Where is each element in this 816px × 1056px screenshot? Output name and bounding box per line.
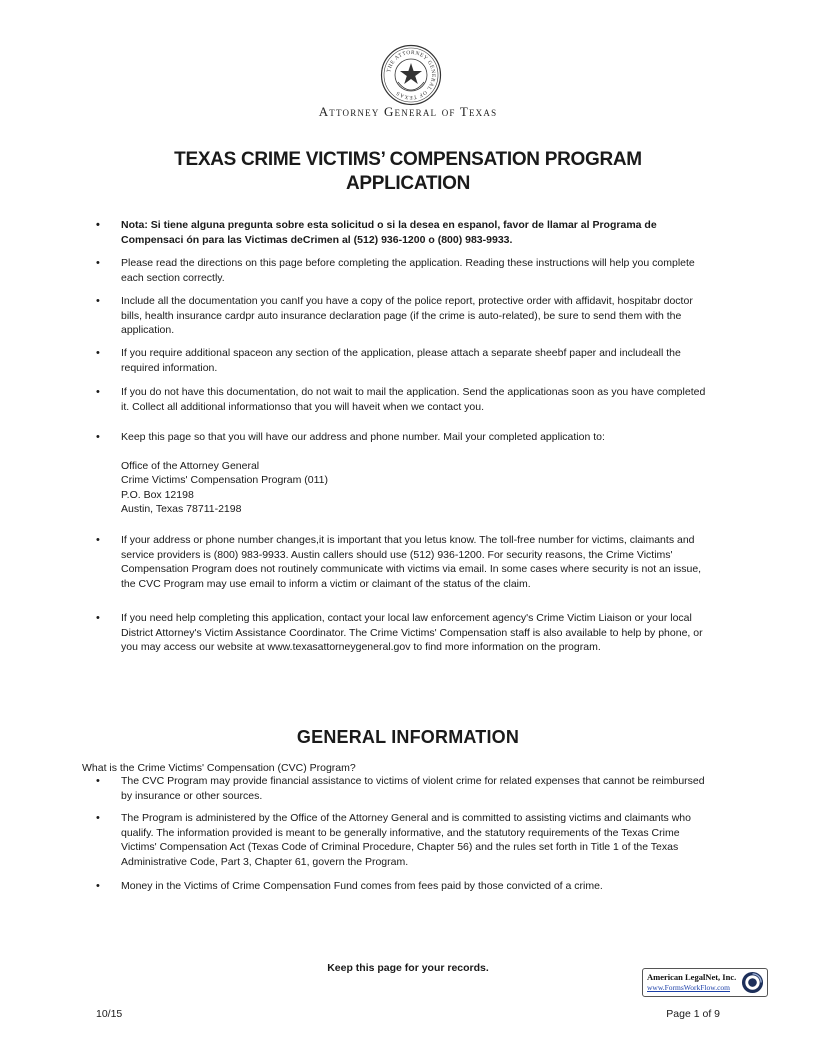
instructions-list — [96, 218, 716, 247]
instructions-list — [96, 385, 716, 414]
general-information-heading: GENERAL INFORMATION — [296, 727, 520, 747]
instruction-item: • If you need help completing this application, contact your local law enforcement agency's Crime Victim Liaison or your local District Attorney's Victim Assistance Coordinator. The Crime Victims' Compensation staff is also available to help by phone, or you may access our website at www.texasattorneygeneral.gov to find more information on the program. — [96, 611, 716, 655]
page-title — [0, 148, 816, 196]
mailing-address — [121, 459, 716, 517]
general-info-item: • Money in the Victims of Crime Compensation Fund comes from fees paid by those convicted of a crime. — [96, 879, 716, 894]
instruction-item: • If your address or phone number changes,it is important that you letus know. The toll-free number for victims, claimants and service providers is (800) 983-9933. Austin callers should use (512) 936-1200. For security reasons, the Crime Victims' Compensation Program does not routinely communicate with victims via email. In some cases where security is not an issue, the CVC Program may use email to inform a victim or claimant of the status of the claim. — [96, 533, 716, 591]
formsworkflow-logo-icon — [741, 971, 764, 994]
address-line: Austin, Texas 78711-2198 — [121, 503, 242, 515]
general-info-list — [96, 879, 716, 894]
general-info-list — [96, 774, 716, 803]
general-info-item: • The CVC Program may provide financial assistance to victims of violent crime for related expenses that cannot be reimbursed by insurance or other sources. — [96, 774, 716, 803]
instruction-item: • Include all the documentation you canIf you have a copy of the police report, protective order with affidavit, hospitabr doctor bills, health insurance cardpr auto insurance declaration page (if the crime is auto-related), be sure to send them with the application. — [96, 294, 716, 338]
american-legalnet-badge[interactable] — [642, 968, 768, 997]
title-line-1: TEXAS CRIME VICTIMS’ COMPENSATION PROGRAM — [174, 149, 642, 170]
mail-instruction-text: • Keep this page so that you will have our address and phone number. Mail your completed application to: — [121, 431, 605, 443]
instruction-spanish-note: • Nota: Si tiene alguna pregunta sobre esta solicitud o si la desea en espanol, favor de llamar al Programa de Compensaci ón para las Victimas deCrimen al (512) 936-1200 o (800) 983-9933. — [96, 218, 716, 247]
instructions-list — [96, 346, 716, 375]
instructions-list — [96, 256, 716, 285]
address-line: P.O. Box 12198 — [121, 488, 194, 501]
instruction-item: • Please read the directions on this page before completing the application. Reading these instructions will help you complete each section correctly. — [96, 256, 716, 285]
instruction-item: • If you do not have this documentation, do not wait to mail the application. Send the applicationas soon as you have completed it. Collect all additional informationso that you will haveit when we contact you. — [96, 385, 716, 414]
svg-text:THE ATTORNEY GENERAL OF TEXAS: THE ATTORNEY GENERAL OF TEXAS — [386, 49, 437, 101]
agency-name: Attorney General of Texas — [318, 104, 498, 119]
badge-website-link[interactable]: www.FormsWorkFlow.com — [647, 983, 731, 992]
seal-star-icon — [400, 63, 422, 84]
instructions-list — [96, 430, 716, 517]
page-number: Page 1 of 9 — [666, 1008, 720, 1020]
attorney-general-seal — [380, 44, 442, 106]
general-info-list — [96, 811, 716, 869]
address-line: Office of the Attorney General — [121, 459, 260, 472]
revision-date: 10/15 — [96, 1008, 123, 1020]
footer-note: Keep this page for your records. — [327, 962, 489, 974]
address-line: Crime Victims' Compensation Program (011) — [121, 474, 329, 486]
instructions-list — [96, 533, 716, 591]
badge-company-name: American LegalNet, Inc. — [647, 972, 737, 982]
instructions-list — [96, 294, 716, 338]
cvc-question: What is the Crime Victims' Compensation (CVC) Program? — [82, 762, 356, 774]
title-line-2: APPLICATION — [345, 173, 471, 194]
instruction-item — [96, 430, 716, 517]
instructions-list — [96, 611, 716, 655]
general-info-item: • The Program is administered by the Office of the Attorney General and is committed to assisting victims and claimants who qualify. The information provided is meant to be generally informative, and the statutory requirements of the Texas Crime Victims' Compensation Act (Texas Code of Criminal Procedure, Chapter 56) and the rules set forth in Title 1 of the Texas Administrative Code, Part 3, Chapter 61, govern the Program. — [96, 811, 716, 869]
instruction-item: • If you require additional spaceon any section of the application, please attach a separate sheebf paper and includeall the required information. — [96, 346, 716, 375]
